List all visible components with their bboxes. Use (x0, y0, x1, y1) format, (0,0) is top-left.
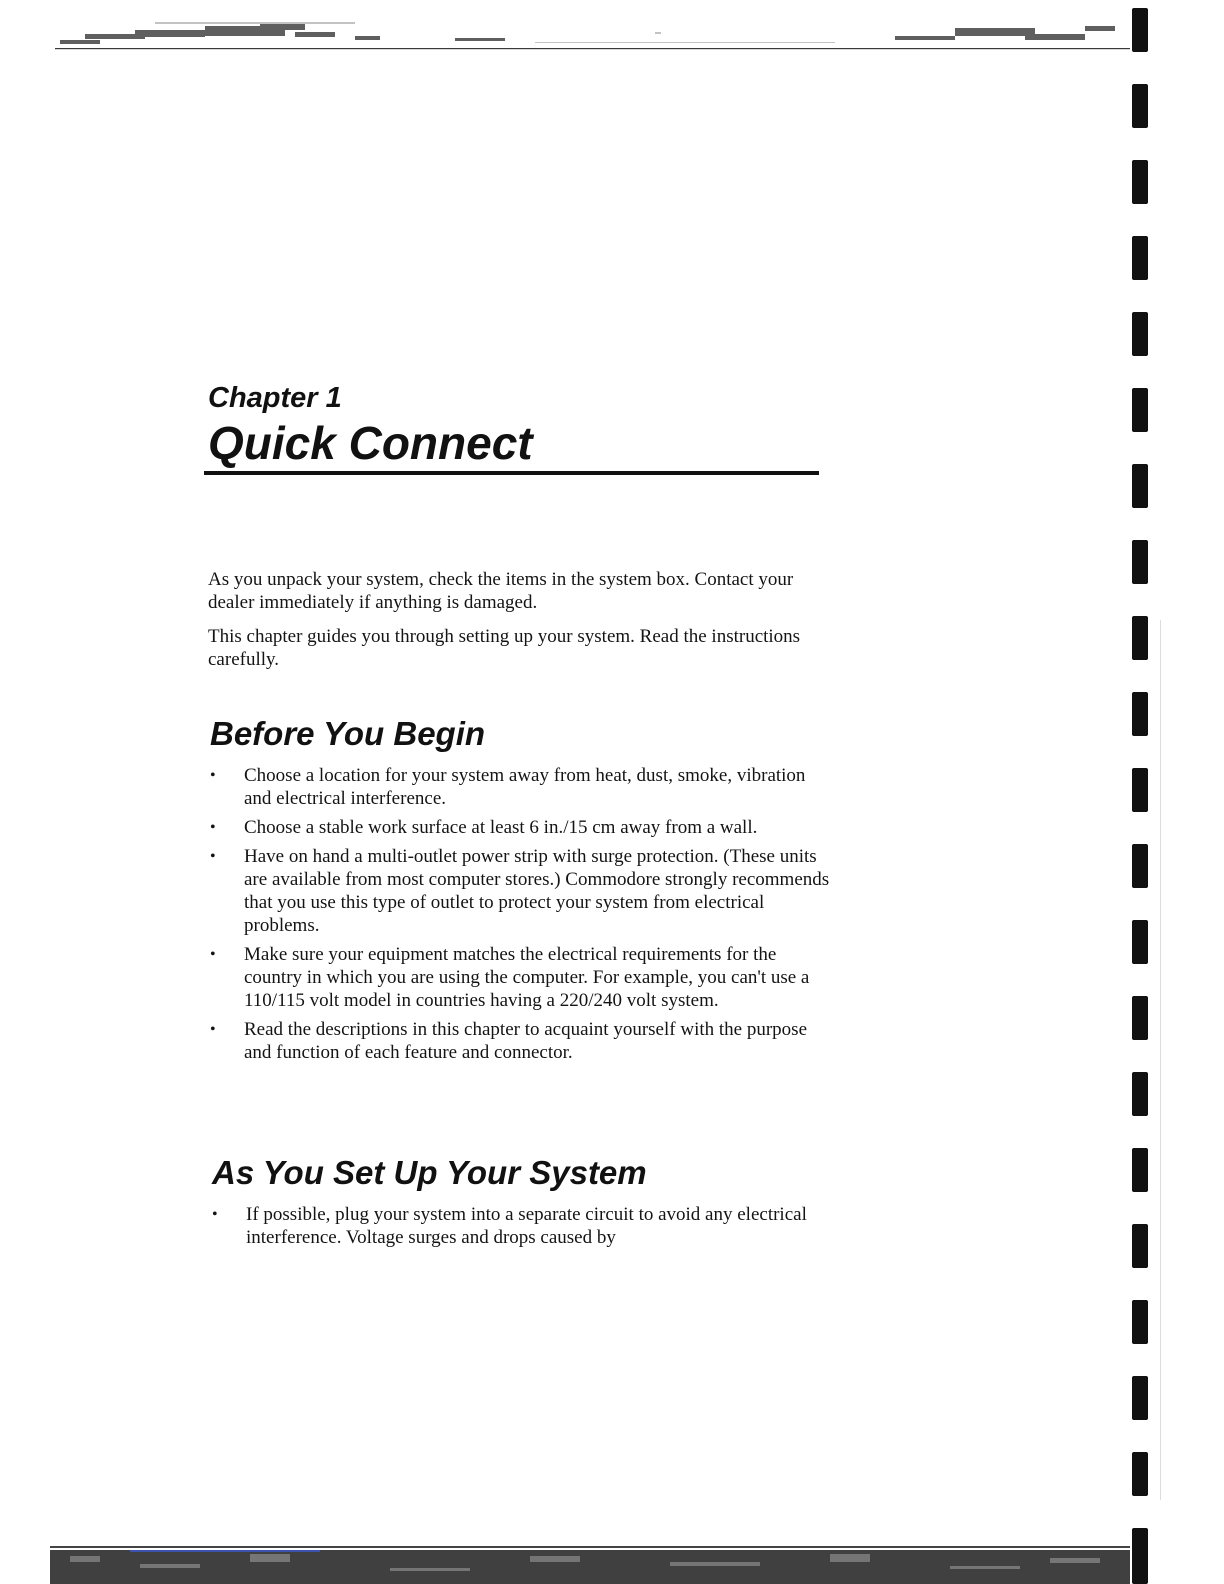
section-heading: Before You Begin (210, 715, 486, 752)
scan-noise-bottom (50, 1542, 1130, 1584)
list-item-text: If possible, plug your system into a separate circuit to avoid any electrical interference. Voltage surges and drops caused by (246, 1204, 807, 1248)
bullet-icon: • (210, 767, 216, 784)
bullet-icon: • (210, 848, 216, 865)
list-item-text: Read the descriptions in this chapter to acquaint yourself with the purpose and function of each feature and connector. (244, 1019, 807, 1063)
intro-paragraph: As you unpack your system, check the items in the system box. Contact your dealer immediately if anything is damaged. (208, 569, 794, 613)
section-heading: As You Set Up Your System (212, 1154, 647, 1191)
bullet-icon: • (210, 1021, 216, 1038)
bullet-icon: • (210, 819, 216, 836)
section-as-you-set-up (212, 1153, 832, 1255)
bullet-list (212, 1203, 832, 1249)
list-item (210, 764, 830, 810)
chapter-label: Chapter 1 (208, 382, 342, 414)
title-rule (204, 471, 819, 475)
bullet-icon: • (212, 1206, 218, 1223)
list-item (212, 1203, 832, 1249)
binding-edge-line (1160, 620, 1161, 1500)
chapter-content (208, 380, 830, 1248)
list-item (210, 1018, 830, 1064)
scan-noise-top (55, 22, 1130, 52)
binding-marks (1128, 0, 1158, 1584)
list-item-text: Make sure your equipment matches the electrical requirements for the country in which you are using the computer. For example, you can't use a 110/115 volt model in countries having a 220/240 volt system. (244, 944, 810, 1011)
bullet-list (210, 764, 830, 1064)
chapter-title: Quick Connect (208, 417, 533, 469)
section-before-you-begin (210, 714, 830, 1070)
list-item-text: Choose a location for your system away from heat, dust, smoke, vibration and electrical interference. (244, 765, 806, 809)
list-item-text: Choose a stable work surface at least 6 in./15 cm away from a wall. (244, 817, 758, 838)
bullet-icon: • (210, 946, 216, 963)
list-item (210, 816, 830, 839)
list-item-text: Have on hand a multi-outlet power strip with surge protection. (These units are available from most computer stores.) Commodore strongly recommends that you use this type of outlet to protect your system from electrical problems. (244, 846, 830, 936)
intro (208, 568, 828, 682)
intro-paragraph: This chapter guides you through setting up your system. Read the instructions carefully. (208, 626, 801, 670)
list-item (210, 943, 830, 1012)
list-item (210, 845, 830, 937)
